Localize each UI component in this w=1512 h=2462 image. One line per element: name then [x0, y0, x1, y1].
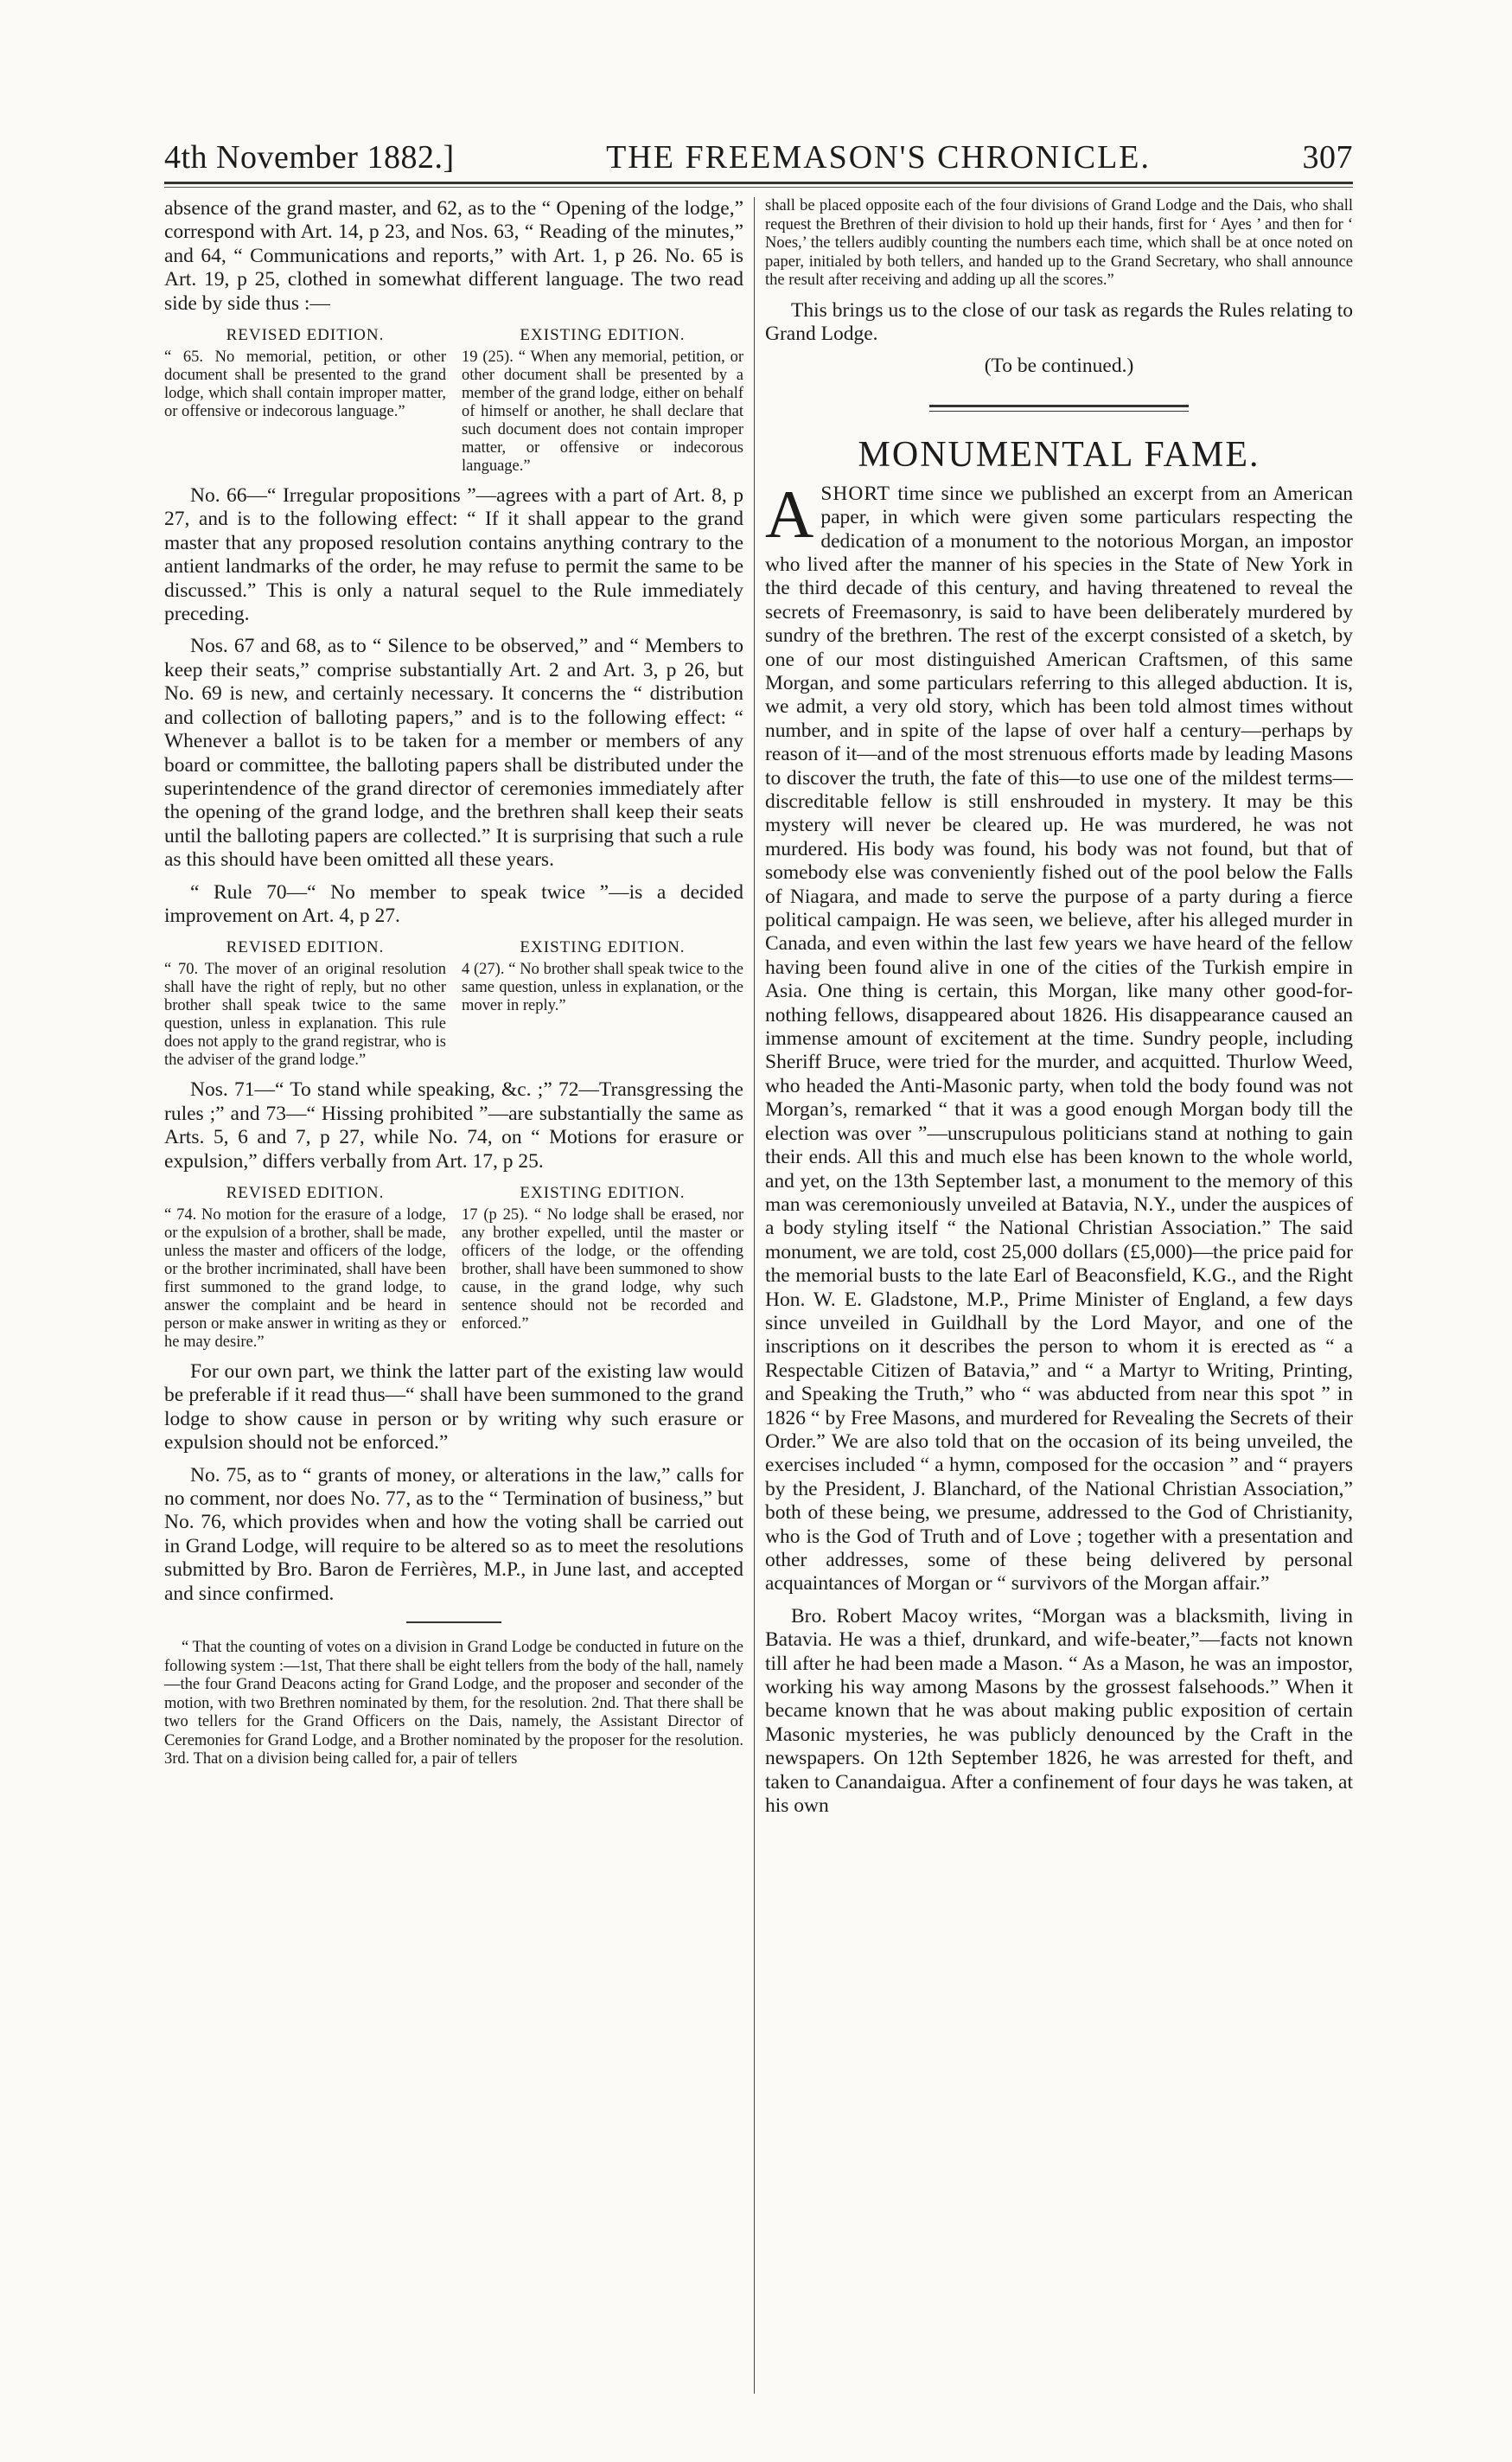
revised-edition — [164, 326, 446, 476]
revised-edition-heading: REVISED EDITION. — [226, 938, 385, 957]
header-rule-thin — [164, 187, 1353, 188]
header-rule — [164, 182, 1353, 184]
page-header — [164, 128, 1353, 176]
section-rule-thin — [929, 411, 1189, 412]
revised-edition — [164, 938, 446, 1070]
paragraph: “ Rule 70—“ No member to speak twice ”—is a decided improvement on Art. 4, p 27. — [164, 880, 743, 927]
existing-edition — [462, 326, 743, 476]
paragraph: Bro. Robert Macoy writes, “Morgan was a blacksmith, living in Batavia. He was a thief, drunkard, and wife-beater,”—facts not known till after he had been made a Mason. “ As a Mason, he was an impostor, working his way among Masons by the grossest falsehoods.” When it became known that he was about making public exposition of certain Masonic mysteries, he was publicly denounced by the Craft in the newspapers. On 12th September 1826, he was arrested for theft, and taken to Canandaigua. After a confinement of four days he was taken, at his own — [765, 1604, 1353, 1818]
column-divider — [754, 197, 755, 2394]
comparison-table — [164, 326, 743, 476]
existing-edition-heading: EXISTING EDITION. — [520, 1183, 686, 1202]
existing-edition — [462, 1184, 743, 1352]
existing-edition-heading: EXISTING EDITION. — [520, 938, 686, 957]
existing-edition — [462, 938, 743, 1070]
paragraph-text: time since we published an excerpt from an American paper, in which were given some particulars respecting the dedication of a monument to the notorious Morgan, an impostor who lived after the manner of his species in the State of New York in the third decade of this century, and having threatened to reveal the secrets of Freemasonry, is said to have been deliberately murdered by sundry of the brethren. The rest of the excerpt consisted of a sketch, by one of our most distinguished American Craftsmen, of this same Morgan, and some particulars referring to this alleged abduction. It is, we admit, a very old story, which has been told almost times without number, and in spite of the lapse of over half a century—perhaps by reason of it—and of the most strenuous efforts made by leading Masons to discover the truth, the fate of this—to use one of the mildest terms—discreditable fellow is still enshrouded in mystery. It may be this mystery will never be cleared up. He was murdered, he was not murdered. His body was found, his body was not found, but that of somebody else was conveniently fished out of the pool below the Falls of Niagara, and made to serve the purpose of a party during a fierce political campaign. He was seen, we believe, after his alleged murder in Canada, and even within the last few years we have heard of the fellow having been found alive in one of the cities of the Turkish empire in Asia. One thing is certain, this Morgan, like many other good-for-nothing fellows, disappeared about 1826. His disappearance caused an immense amount of excitement at the time. Sundry people, including Sheriff Bruce, were tried for the murder, and acquitted. Thurlow Weed, who headed the Anti-Masonic party, when told the body found was not Morgan’s, remarked “ that it was a good enough Morgan body till the election was over ”—unscrupulous politicians stand at nothing to gain their ends. All this and much else has been known to the whole world, and yet, on the 13th September last, a monument to the memory of this man was ceremoniously unveiled at Batavia, N.Y., under the auspices of a body styling itself “ the National Christian Association.” The said monument, we are told, cost 25,000 dollars (£5,000)—the price paid for the memorial busts to the late Earl of Beaconsfield, K.G., and the Right Hon. W. E. Gladstone, M.P., Prime Minister of England, a few days since unveiled in Guildhall by the Lord Mayor, and one of the inscriptions on it describes the person to whom it is erected as “ a Respectable Citizen of Batavia,” and “ a Martyr to Writing, Printing, and Speaking the Truth,” who “ was abducted from near this spot ” in 1826 “ by Free Masons, and murdered for Revealing the Secrets of their Order.” We are also told that on the occasion of its being unveiled, the exercises included “ a hymn, composed for the occasion ” and “ prayers by the President, J. Blanchard, of the National Christian Association,” both of these being, we presume, addressed to the God of Christianity, who is the God of Truth and of Love ; together with a presentation and other addresses, some of these being delivered by personal acquaintances of Morgan or “ survivors of the Morgan affair.” — [765, 482, 1353, 1596]
revised-edition-heading: REVISED EDITION. — [226, 326, 385, 345]
footnote-continued: shall be placed opposite each of the four divisions of Grand Lodge and the Dais, who shall request the Brethren of their division to hold up their hands, first for ‘ Ayes ’ and then for ‘ Noes,’ the tellers audibly counting the numbers each time, which shall be at once noted on paper, initialed by both tellers, and handed up to the Grand Secretary, who shall announce the result after receiving and adding up all the scores.” — [765, 197, 1353, 289]
comparison-table — [164, 1184, 743, 1352]
issue-date: 4th November 1882.] — [164, 139, 455, 176]
publication-title: THE FREEMASON'S CHRONICLE. — [606, 139, 1152, 176]
paragraph: absence of the grand master, and 62, as to the “ Opening of the lodge,” correspond with Art. 14, p 23, and Nos. 63, “ Reading of the minutes,” and 64, “ Communications and reports,” with Art. 1, p 26. No. 65 is Art. 19, p 25, clothed in somewhat different language. The two read side by side thus :— — [164, 197, 743, 315]
revised-edition-text: “ 70. The mover of an original resolution shall have the right of reply, but no other brother shall speak twice to the same question, unless in explanation. This rule does not apply to the grand registrar, who is the adviser of the grand lodge.” — [164, 961, 446, 1070]
article-lead-paragraph — [765, 476, 1353, 1596]
section-rule — [929, 405, 1189, 407]
paragraph: Nos. 71—“ To stand while speaking, &c. ;” 72—Transgressing the rules ;” and 73—“ Hissing prohibited ”—are substantially the same as Arts. 5, 6 and 7, p 27, while No. 74, on “ Motions for erasure or expulsion,” differs verbally from Art. 17, p 25. — [164, 1078, 743, 1173]
comparison-table — [164, 938, 743, 1070]
revised-edition-heading: REVISED EDITION. — [226, 1183, 385, 1202]
revised-edition — [164, 1184, 446, 1352]
revised-edition-text: “ 74. No motion for the erasure of a lodge, or the expulsion of a brother, shall be made, unless the master and officers of the lodge, or the brother incriminated, shall have been first summoned to the grand lodge, to answer the complaint and be heard in person or make answer in writing as they or he may desire.” — [164, 1205, 446, 1351]
paragraph: This brings us to the close of our task as regards the Rules relating to Grand Lodge. — [765, 298, 1353, 345]
paragraph: Nos. 67 and 68, as to “ Silence to be observed,” and “ Members to keep their seats,” comprise substantially Art. 2 and Art. 3, p 26, but No. 69 is new, and certainly necessary. It concerns the “ distribution and collection of balloting papers,” and is to the following effect: “ Whenever a ballot is to be taken for a member or members of any board or committee, the balloting papers shall be distributed under the superintendence of the grand director of ceremonies immediately after the opening of the grand lodge, and the brethren shall keep their seats until the balloting papers are collected.” It is surprising that such a rule as this should have been omitted all these years. — [164, 635, 743, 872]
revised-edition-text: “ 65. No memorial, petition, or other document shall be presented to the grand lodge, which shall contain improper matter, or offensive or indecorous language.” — [164, 349, 446, 421]
drop-cap: A — [765, 476, 814, 552]
existing-edition-text: 4 (27). “ No brother shall speak twice to the same question, unless in explanation, or the mover in reply.” — [462, 961, 743, 1015]
paragraph: No. 66—“ Irregular propositions ”—agrees with a part of Art. 8, p 27, and is to the following effect: “ If it shall appear to the grand master that any proposed resolution contains anything contrary to the antient landmarks of the order, he may refuse to permit the same to be discussed.” This is only a natural sequel to the Rule immediately preceding. — [164, 484, 743, 626]
existing-edition-text: 19 (25). “ When any memorial, petition, or other document shall be presented by a member of the grand lodge, either on behalf of himself or another, he shall declare that such document does not contain improper matter, or offensive or indecorous language.” — [462, 349, 743, 476]
lead-caps: SHORT — [820, 482, 890, 505]
to-be-continued: (To be continued.) — [984, 355, 1134, 378]
footnote: “ That the counting of votes on a division in Grand Lodge be conducted in future on the following system :—1st, That there shall be eight tellers from the body of the hall, namely—the four Grand Deacons acting for Grand Lodge, and the proposer and seconder of the motion, with two Brethren nominated by them, for the resolution. 2nd. That there shall be two tellers for the Grand Officers on the Dais, namely, the Assistant Director of Ceremonies for Grand Lodge, and a Brother nominated by the proposer for the resolution. 3rd. That on a division being called for, a pair of tellers — [164, 1639, 743, 1768]
paragraph: No. 75, as to “ grants of money, or alterations in the law,” calls for no comment, nor does No. 77, as to the “ Termination of business,” but No. 76, which provides when and how the voting shall be carried out in Grand Lodge, will require to be altered so as to meet the resolutions submitted by Bro. Baron de Ferrières, M.P., in June last, and accepted and since confirmed. — [164, 1463, 743, 1605]
article-title: MONUMENTAL FAME. — [858, 434, 1260, 475]
right-column — [765, 197, 1353, 2411]
existing-edition-text: 17 (p 25). “ No lodge shall be erased, nor any brother expelled, until the master or officers of the lodge, or the offending brother, shall have been summoned to show cause, in the grand lodge, why such sentence should not be recorded and enforced.” — [462, 1205, 743, 1333]
footnote-rule — [406, 1621, 501, 1623]
existing-edition-heading: EXISTING EDITION. — [520, 326, 686, 345]
left-column — [164, 197, 743, 2411]
page-number: 307 — [1302, 139, 1353, 176]
paragraph: For our own part, we think the latter part of the existing law would be preferable if it read thus—“ shall have been summoned to the grand lodge to show cause in person or by writing why such erasure or expulsion should not be enforced.” — [164, 1359, 743, 1455]
